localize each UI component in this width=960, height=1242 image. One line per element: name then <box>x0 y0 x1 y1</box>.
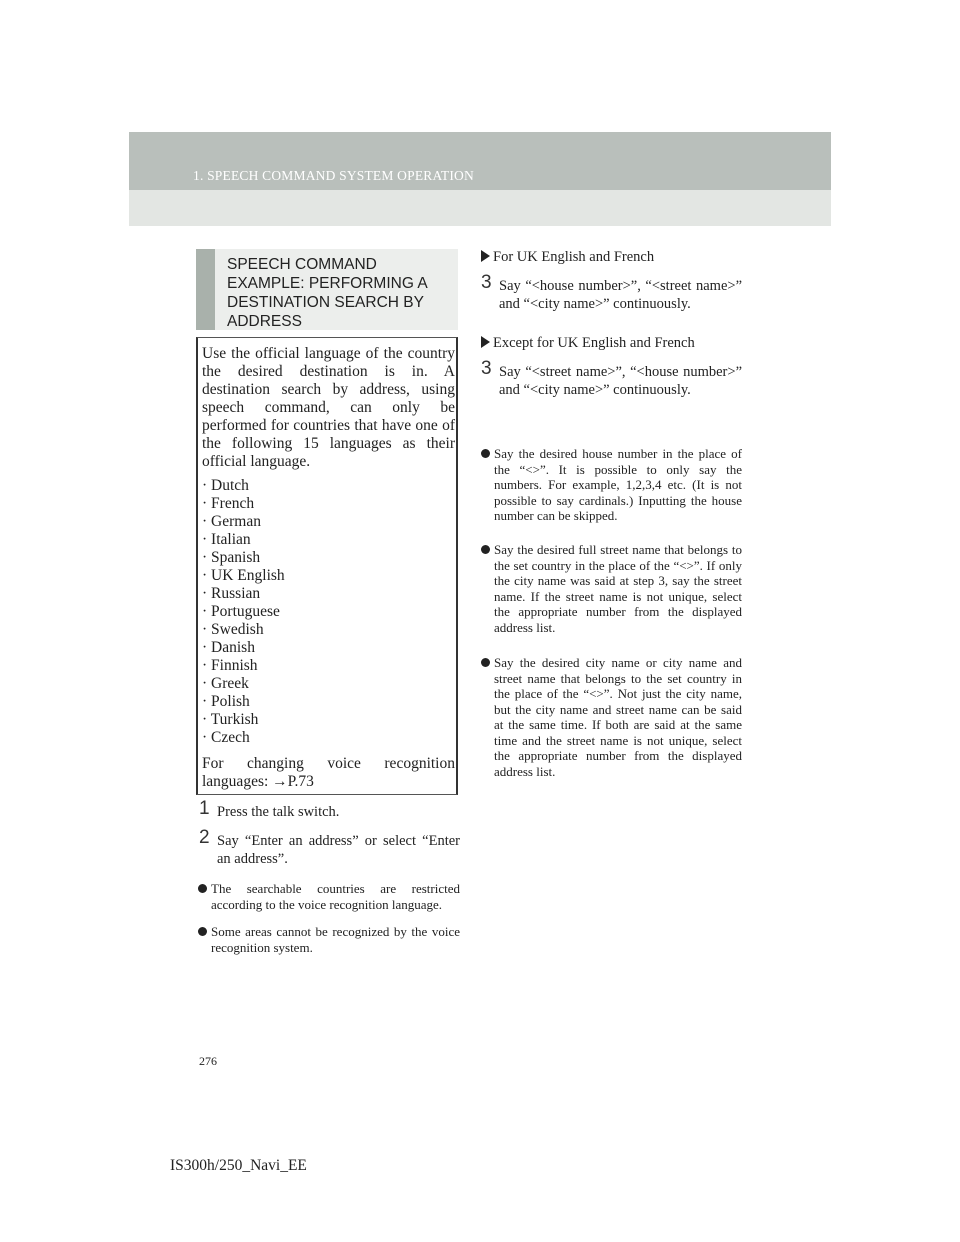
language-item: · German <box>202 513 261 530</box>
step-text: Say “Enter an address” or select “Enter an address”. <box>217 833 460 867</box>
subheading-except-uk-french <box>481 334 695 352</box>
language-item: · Polish <box>202 693 250 710</box>
info-intro: Use the official language of the country the desired destination is in. A destination search by address, using speech command, can only be performed for countries that have one of the following 15 languages as their official language. <box>202 345 455 470</box>
bullet-text: Say the desired city name or city name and street name that belongs to the set country in the place of the “<>”. Not just the city name, but the city name and street name can be said at the same time. If both are said at the same time and the street name is not unique, select the appropriate number from the displayed address list. <box>494 655 742 779</box>
bullet-text: Say the desired house number in the place of the “<>”. It is possible to only say the numbers. For example, 1,2,3,4 etc. (It is not possible to say cardinals.) Inputting the house number can be skipped. <box>494 446 742 523</box>
info-note: For changing voice recognition languages: →P.73 <box>202 755 455 790</box>
step-number: 2 <box>199 827 210 848</box>
triangle-icon <box>481 336 490 348</box>
step-number: 3 <box>481 358 492 379</box>
bullet-icon <box>198 884 207 893</box>
language-item: · UK English <box>202 567 285 584</box>
language-item: · French <box>202 495 255 512</box>
subheading-uk-french <box>481 248 654 266</box>
subheading-text: Except for UK English and French <box>493 335 695 351</box>
bullet-text: Say the desired full street name that belongs to the set country in the place of the “<>”. If only the city name was said at step 3, say the street name. If the street name is not unique, select the appropriate number from the displayed address list. <box>494 542 742 635</box>
language-item: · Swedish <box>202 621 264 638</box>
page-header-title: 1. SPEECH COMMAND SYSTEM OPERATION <box>193 168 474 183</box>
step-number: 1 <box>199 798 210 819</box>
language-item: · Czech <box>202 729 250 746</box>
language-item: · Russian <box>202 585 261 602</box>
step-text: Say “<street name>”, “<house number>” and “<city name>” continuously. <box>499 364 742 398</box>
step-text: Say “<house number>”, “<street name>” and “<city name>” continuously. <box>499 278 742 312</box>
header-subband <box>129 190 831 226</box>
bullet-icon <box>481 449 490 458</box>
bullet-text: Some areas cannot be recognized by the voice recognition system. <box>211 924 460 955</box>
triangle-icon <box>481 250 490 262</box>
bullet-icon <box>481 545 490 554</box>
step-text: Press the talk switch. <box>217 804 340 820</box>
language-item: · Dutch <box>202 477 249 494</box>
step-number: 3 <box>481 272 492 293</box>
language-item: · Turkish <box>202 711 259 728</box>
language-item: · Italian <box>202 531 251 548</box>
footer-doc-id: IS300h/250_Navi_EE <box>170 1157 307 1174</box>
language-item: · Danish <box>202 639 255 656</box>
section-heading <box>196 249 458 330</box>
language-item: · Finnish <box>202 657 258 674</box>
language-info-box <box>196 337 458 795</box>
language-item: · Spanish <box>202 549 261 566</box>
section-heading-title: SPEECH COMMAND EXAMPLE: PERFORMING A DESTINATION SEARCH BY ADDRESS <box>227 256 427 330</box>
language-item: · Portuguese <box>202 603 280 620</box>
language-list <box>202 477 285 747</box>
bullet-text: The searchable countries are restricted according to the voice recognition language. <box>211 881 460 912</box>
section-heading-bar <box>196 249 215 330</box>
bullet-icon <box>198 927 207 936</box>
page-number: 276 <box>199 1054 217 1068</box>
bullet-icon <box>481 658 490 667</box>
language-item: · Greek <box>202 675 249 692</box>
subheading-text: For UK English and French <box>493 249 655 265</box>
